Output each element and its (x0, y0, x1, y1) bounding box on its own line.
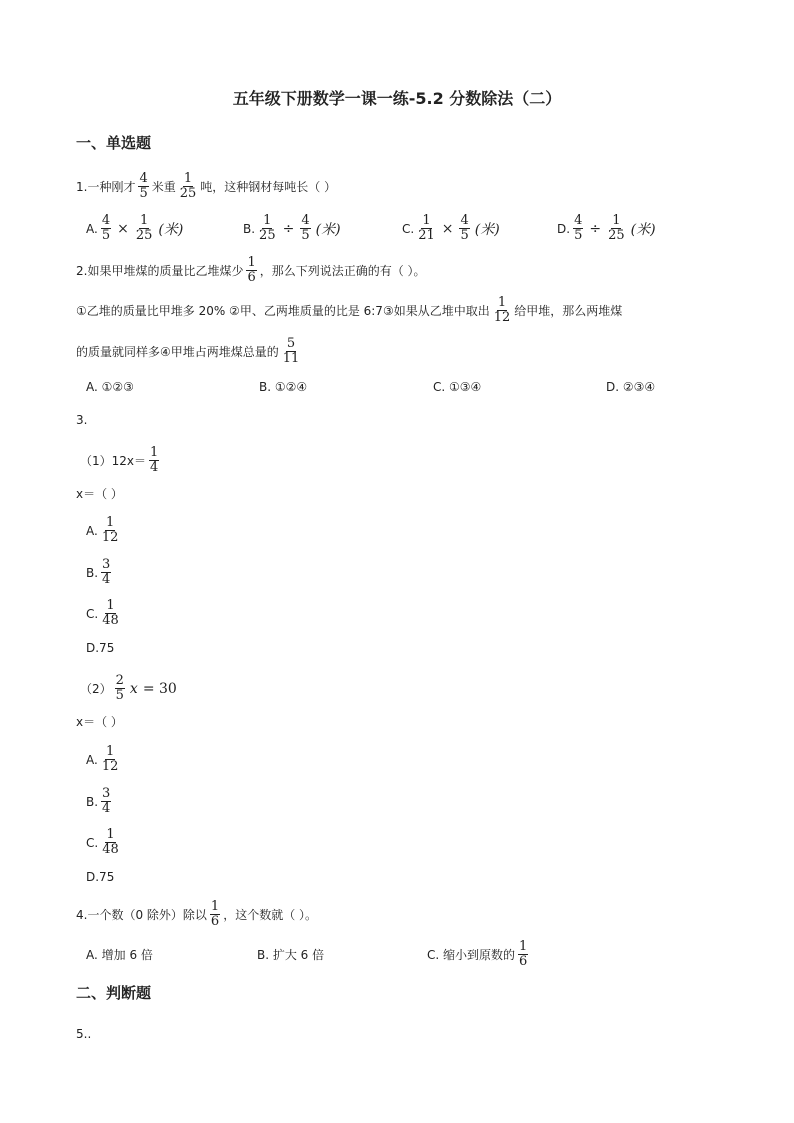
q3-2-option-a[interactable]: A. $\frac{1}{12}$ (86, 744, 119, 774)
q3-1-option-d[interactable]: D.75 (86, 641, 115, 655)
page-title: 五年级下册数学一课一练-5.2 分数除法（二） (232, 89, 562, 108)
question-5: 5.. (76, 1027, 92, 1041)
q4-option-b[interactable]: B. 扩大 6 倍 (257, 948, 325, 962)
fraction: $\frac{1}{25}$ (179, 171, 197, 201)
question-3-part-2: （2） $\frac{2}{5}$ x = 30 (80, 673, 177, 703)
q3-2-option-d[interactable]: D.75 (86, 870, 115, 884)
q3-1-option-a[interactable]: A. $\frac{1}{12}$ (86, 515, 119, 545)
q1-text-mid: 米重 (151, 179, 176, 194)
q4-option-c[interactable]: C. 缩小到原数的 $\frac{1}{6}$ (427, 939, 528, 969)
question-4: 4.一个数（0 除外）除以 $\frac{1}{6}$ ，这个数就（ ）。 (76, 899, 318, 929)
question-2: 2.如果甲堆煤的质量比乙堆煤少 $\frac{1}{6}$ ，那么下列说法正确的有（ ）。 (76, 255, 426, 285)
q3-1-option-b[interactable]: B. $\frac{3}{4}$ (86, 557, 111, 587)
fraction: $\frac{1}{6}$ (210, 899, 220, 929)
q3-part-2-prompt: x＝（ ） (76, 715, 123, 729)
fraction: $\frac{2}{5}$ (115, 673, 124, 703)
q3-1-option-c[interactable]: C. $\frac{1}{48}$ (86, 598, 119, 628)
q3-2-option-b[interactable]: B. $\frac{3}{4}$ (86, 786, 111, 816)
fraction: $\frac{1}{12}$ (493, 295, 511, 325)
section-heading-single-choice: 一、单选题 (76, 134, 152, 152)
q1-text-pre: 1.一种刚才 (76, 179, 136, 194)
question-1 (76, 172, 336, 201)
section-heading-judgement: 二、判断题 (76, 984, 152, 1002)
question-2-line-2: ①乙堆的质量比甲堆多 20% ②甲、乙两堆质量的比是 6:7③如果从乙堆中取出 $\frac{1}{12}$ 给甲堆，那么两堆煤 (76, 295, 623, 325)
fraction: $\frac{1}{4}$ (150, 445, 159, 475)
question-3-part-1: （1）12x＝ $\frac{1}{4}$ (80, 445, 159, 475)
q2-option-b[interactable]: B. ①②④ (259, 380, 308, 394)
q1-text-post: 吨，这种钢材每吨长（ ） (200, 179, 337, 194)
q1-option-d[interactable]: D. $\frac{4}{5}$ ÷ $\frac{1}{25}$ (米) (557, 213, 656, 243)
q2-option-d[interactable]: D. ②③④ (606, 380, 656, 394)
q4-option-a[interactable]: A. 增加 6 倍 (86, 948, 153, 962)
fraction: $\frac{4}{5}$ (139, 171, 148, 201)
q3-2-option-c[interactable]: C. $\frac{1}{48}$ (86, 827, 119, 857)
question-2-line-3: 的质量就同样多④甲堆占两堆煤总量的 $\frac{5}{11}$ (76, 336, 300, 366)
fraction: $\frac{1}{6}$ (519, 939, 528, 969)
q2-option-a[interactable]: A. ①②③ (86, 380, 134, 394)
q2-option-c[interactable]: C. ①③④ (433, 380, 482, 394)
q1-option-a[interactable]: A. $\frac{4}{5}$ × $\frac{1}{25}$ (米) (86, 213, 184, 243)
q1-option-c[interactable]: C. $\frac{1}{21}$ × $\frac{4}{5}$ (米) (402, 213, 500, 243)
q1-option-b[interactable]: B. $\frac{1}{25}$ ÷ $\frac{4}{5}$ (米) (243, 213, 341, 243)
question-3-number: 3. (76, 413, 88, 427)
fraction: $\frac{1}{6}$ (247, 255, 256, 285)
q3-part-1-prompt: x＝（ ） (76, 487, 123, 501)
fraction: $\frac{5}{11}$ (282, 336, 300, 366)
